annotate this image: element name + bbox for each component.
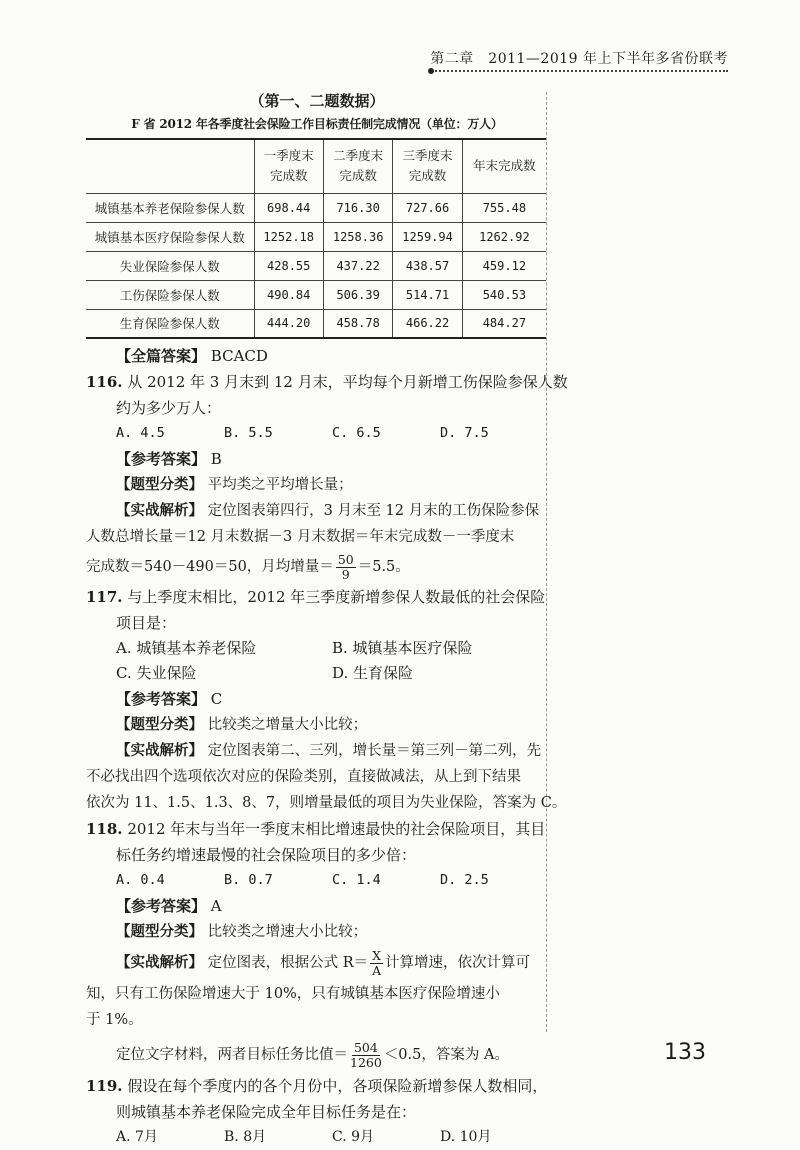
analysis-text: 人数总增长量＝12 月末数据－3 月末数据＝年末完成数－一季度末 <box>86 529 515 545</box>
row-label: 生育保险参保人数 <box>86 309 254 338</box>
question-text: 从 2012 年 3 月末到 12 月末，平均每个月新增工伤保险参保人数 <box>127 373 568 391</box>
analysis-text <box>86 550 548 584</box>
question-117-options-row1 <box>86 636 548 661</box>
table-cell: 437.22 <box>323 251 392 280</box>
option-d[interactable]: D. 2.5 <box>440 872 489 888</box>
analysis-text: 于 1%。 <box>86 1012 143 1028</box>
answer-value: B <box>210 450 222 468</box>
row-label: 工伤保险参保人数 <box>86 280 254 309</box>
column-header-q2 <box>323 139 392 193</box>
full-answer <box>86 343 548 369</box>
table-cell: 698.44 <box>254 193 323 222</box>
header-divider <box>432 70 728 72</box>
column-header-q1 <box>254 139 323 193</box>
question-text-cont: 项目是： <box>116 614 177 632</box>
answer-label: 【参考答案】 <box>116 897 207 915</box>
table-cell: 727.66 <box>393 193 462 222</box>
table-cell: 466.22 <box>393 309 462 338</box>
analysis-text: 不必找出四个选项依次对应的保险类别，直接做减法，从上到下结果 <box>86 769 521 785</box>
question-119-stem <box>86 1073 548 1099</box>
question-text-cont: 标任务约增速最慢的社会保险项目的多少倍： <box>116 846 417 864</box>
table-cell: 484.27 <box>462 309 546 338</box>
table-cell: 459.12 <box>462 251 546 280</box>
table-cell: 444.20 <box>254 309 323 338</box>
table-corner-cell <box>86 139 254 193</box>
content-area <box>86 90 568 1150</box>
type-label: 【题型分类】 <box>116 923 203 940</box>
analysis-text: 定位图表第四行，3 月末至 12 月末的工伤保险参保 <box>207 503 540 519</box>
analysis-text-part: 完成数＝540－490＝50，月均增量＝ <box>86 559 334 575</box>
analysis-text: 依次为 11、1.5、1.3、8、7，则增量最低的项目为失业保险，答案为 C。 <box>86 795 567 811</box>
option-b[interactable]: B. 5.5 <box>224 425 273 441</box>
table-cell: 458.78 <box>323 309 392 338</box>
question-text: 2012 年末与当年一季度末相比增速最快的社会保险项目，其目 <box>127 820 546 838</box>
fraction <box>336 553 356 582</box>
denominator: A <box>372 962 382 978</box>
analysis-text: 定位图表第二、三列，增长量＝第三列－第二列，先 <box>207 743 542 759</box>
column-header-q3 <box>393 139 462 193</box>
table-cell: 438.57 <box>393 251 462 280</box>
answer-label: 【参考答案】 <box>116 450 207 468</box>
option-c[interactable]: C. 6.5 <box>332 425 381 441</box>
analysis-line <box>86 738 548 764</box>
answer-value: C <box>210 690 223 708</box>
column-header-line: 年末完成数 <box>473 158 536 174</box>
column-header-line: 完成数 <box>339 168 377 184</box>
table-cell: 540.53 <box>462 280 546 309</box>
fraction <box>350 1041 382 1070</box>
option-c[interactable]: C. 9月 <box>332 1129 375 1145</box>
numerator: 50 <box>337 551 354 567</box>
type-line <box>86 712 548 738</box>
table-row <box>86 222 546 251</box>
question-117-stem <box>86 584 548 610</box>
question-118-options <box>86 868 548 893</box>
type-value: 比较类之增量大小比较； <box>207 717 368 733</box>
question-number: 118. <box>86 820 123 838</box>
numerator: X <box>372 947 382 963</box>
answer-line <box>86 893 548 919</box>
insurance-table <box>86 138 546 339</box>
analysis-line <box>86 498 548 524</box>
question-number: 119. <box>86 1077 123 1095</box>
question-119-options <box>86 1125 548 1150</box>
table-cell: 755.48 <box>462 193 546 222</box>
table-cell: 428.55 <box>254 251 323 280</box>
question-text: 与上季度末相比，2012 年三季度新增参保人数最低的社会保险 <box>127 588 546 606</box>
option-c[interactable]: C. 1.4 <box>332 872 381 888</box>
table-row <box>86 251 546 280</box>
type-line <box>86 472 548 498</box>
analysis-label: 【实战解析】 <box>116 502 203 519</box>
table-row <box>86 280 546 309</box>
table-row <box>86 309 546 338</box>
table-subtitle: F 省 2012 年各季度社会保险工作目标责任制完成情况（单位：万人） <box>131 117 503 131</box>
option-b[interactable]: B. 城镇基本医疗保险 <box>332 639 473 657</box>
analysis-line <box>86 945 548 981</box>
row-label: 城镇基本医疗保险参保人数 <box>86 222 254 251</box>
table-cell: 716.30 <box>323 193 392 222</box>
question-118-stem <box>86 816 548 842</box>
question-text-cont: 则城镇基本养老保险完成全年目标任务是在： <box>116 1103 417 1121</box>
question-text-cont: 约为多少万人： <box>116 399 222 417</box>
full-answer-value: BCACD <box>210 347 268 365</box>
type-label: 【题型分类】 <box>116 476 203 493</box>
type-label: 【题型分类】 <box>116 716 203 733</box>
analysis-label: 【实战解析】 <box>116 742 203 759</box>
option-a[interactable]: A. 7月 <box>116 1129 158 1145</box>
table-cell: 506.39 <box>323 280 392 309</box>
analysis-label: 【实战解析】 <box>116 954 203 971</box>
option-a[interactable]: A. 4.5 <box>116 425 165 441</box>
option-d[interactable]: D. 7.5 <box>440 425 489 441</box>
row-label: 失业保险参保人数 <box>86 251 254 280</box>
type-value: 平均类之平均增长量； <box>207 477 353 493</box>
question-text: 假设在每个季度内的各个月份中，各项保险新增参保人数相同， <box>127 1077 548 1095</box>
option-b[interactable]: B. 0.7 <box>224 872 273 888</box>
analysis-text-part: ＝5.5。 <box>357 559 410 575</box>
question-number: 117. <box>86 588 123 606</box>
analysis-text: 知，只有工伤保险增速大于 10%，只有城镇基本医疗保险增速小 <box>86 986 500 1002</box>
answer-value: A <box>210 897 222 915</box>
analysis-text-part: 定位图表，根据公式 R＝ <box>207 955 369 971</box>
table-cell: 1262.92 <box>462 222 546 251</box>
analysis-line <box>86 1037 548 1073</box>
page-number: 133 <box>664 1040 706 1065</box>
numerator: 504 <box>353 1039 378 1055</box>
question-117-options-row2 <box>86 661 548 686</box>
table-cell: 514.71 <box>393 280 462 309</box>
table-title: （第一、二题数据） <box>249 92 385 110</box>
column-header-line: 三季度末 <box>402 148 453 164</box>
option-c[interactable]: C. 失业保险 <box>116 664 197 682</box>
column-header-year-end <box>462 139 546 193</box>
option-d[interactable]: D. 10月 <box>440 1129 492 1145</box>
type-value: 比较类之增速大小比较； <box>207 924 368 940</box>
column-header-line: 一季度末 <box>263 148 314 164</box>
question-number: 116. <box>86 373 123 391</box>
table-row <box>86 193 546 222</box>
fraction <box>370 949 383 978</box>
option-d[interactable]: D. 生育保险 <box>332 664 414 682</box>
option-a[interactable]: A. 城镇基本养老保险 <box>116 639 257 657</box>
answer-label: 【参考答案】 <box>116 690 207 708</box>
column-header-line: 完成数 <box>408 168 447 184</box>
answer-line <box>86 686 548 712</box>
type-line <box>86 919 548 945</box>
running-header: 第二章 2011—2019 年上下半年多省份联考 <box>430 51 728 67</box>
question-116-options <box>86 421 548 446</box>
table-cell: 490.84 <box>254 280 323 309</box>
analysis-text-part: 定位文字材料，两者目标任务比值＝ <box>116 1047 348 1063</box>
full-answer-label: 【全篇答案】 <box>116 347 207 365</box>
column-header-line: 二季度末 <box>333 148 384 164</box>
column-header-line: 完成数 <box>269 168 308 184</box>
analysis-text-part: ＜0.5，答案为 A。 <box>383 1047 509 1063</box>
option-b[interactable]: B. 8月 <box>224 1129 267 1145</box>
answer-line <box>86 446 548 472</box>
option-a[interactable]: A. 0.4 <box>116 872 165 888</box>
table-cell: 1259.94 <box>393 222 462 251</box>
question-116-stem <box>86 369 568 395</box>
analysis-text-part: 计算增速，依次计算可 <box>385 955 531 971</box>
table-cell: 1252.18 <box>254 222 323 251</box>
denominator: 9 <box>341 566 350 582</box>
denominator: 1260 <box>350 1054 382 1070</box>
row-label: 城镇基本养老保险参保人数 <box>86 193 254 222</box>
table-cell: 1258.36 <box>323 222 392 251</box>
table-header-row <box>86 139 546 193</box>
